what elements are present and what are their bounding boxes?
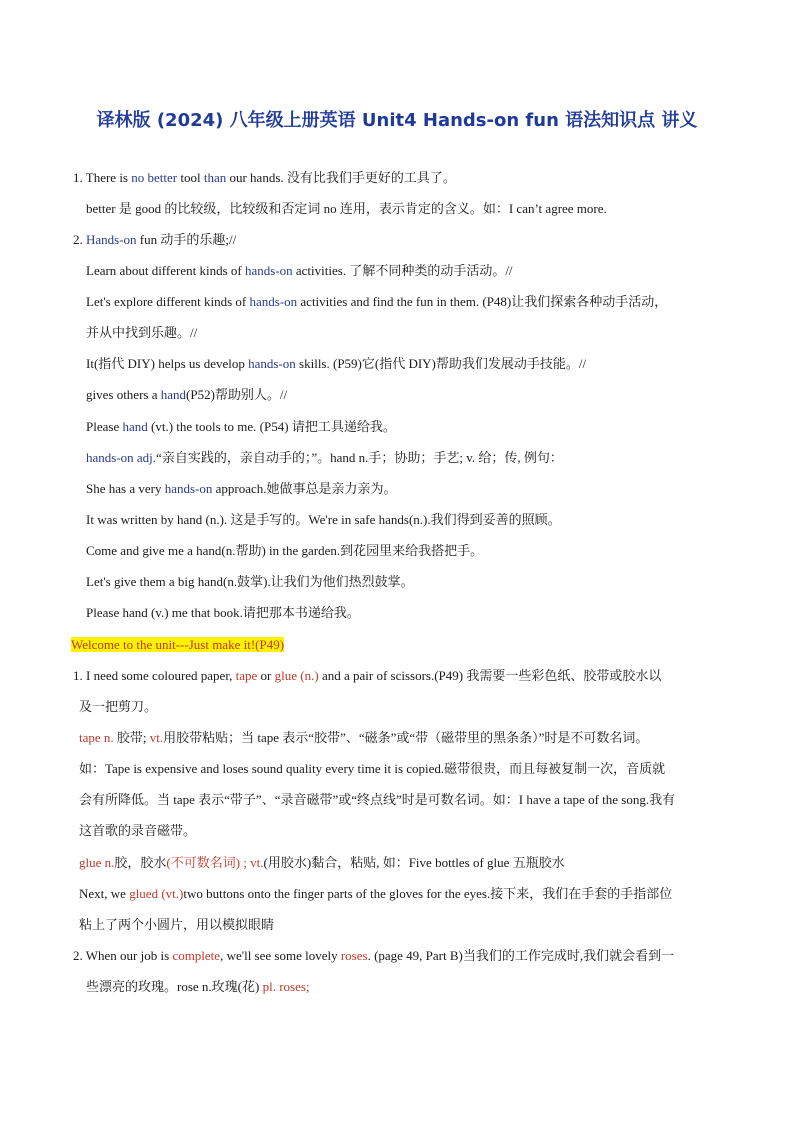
note-line-22 — [79, 854, 565, 872]
text: Let's explore different kinds of — [86, 294, 250, 309]
text: gives others a — [86, 387, 161, 402]
note-line-25 — [73, 947, 674, 965]
text: 1. I need some coloured paper, — [73, 668, 236, 683]
text: 1. There is — [73, 170, 132, 185]
section-heading — [71, 636, 284, 654]
text: 胶，胶水 — [114, 855, 167, 870]
key-phrase: hands-on — [248, 356, 296, 371]
note-line-11 — [86, 480, 397, 498]
text: Next, we — [79, 886, 130, 901]
text: She has a very — [86, 481, 165, 496]
note-line-15: Please hand (v.) me that book.请把那本书递给我。 — [86, 605, 360, 620]
note-line-1 — [73, 169, 456, 187]
text: Please — [86, 419, 123, 434]
text: Learn about different kinds of — [86, 263, 245, 278]
key-word: vt. — [149, 730, 164, 745]
text: 胶带; — [113, 730, 150, 745]
note-line-7 — [86, 355, 586, 373]
text: tool — [177, 170, 204, 185]
note-line-24: 粘上了两个小圆片，用以模拟眼睛 — [79, 917, 275, 932]
key-phrase: hand — [122, 419, 148, 434]
key-word: glue n. — [79, 855, 115, 870]
note-line-9 — [86, 418, 396, 436]
text: It(指代 DIY) helps us develop — [86, 356, 249, 371]
text: , we'll see some lovely — [220, 948, 341, 963]
key-word: (不可数名词) ; vt. — [166, 855, 264, 870]
page-title: 译林版 (2024) 八年级上册英语 Unit4 Hands-on fun 语法知识点 讲义 — [96, 110, 698, 131]
key-word: glue (n.) — [274, 668, 319, 683]
note-line-16 — [73, 667, 661, 685]
text: activities and find the fun in them. (P48)让我们探索各种动手活动， — [297, 294, 668, 309]
text: (P52)帮助别人。// — [186, 387, 288, 402]
key-word: roses — [340, 948, 368, 963]
note-line-8 — [86, 386, 287, 404]
text: and a pair of scissors.(P49) 我需要一些彩色纸、胶带或胶水以 — [318, 668, 662, 683]
key-word: glued (vt.) — [129, 886, 184, 901]
note-line-4 — [86, 262, 513, 280]
text: 2. — [73, 232, 86, 247]
note-line-2: better 是 good 的比较级，比较级和否定词 no 连用，表示肯定的含义。如：I can’t agree more. — [86, 201, 607, 216]
text: our hands. 没有比我们手更好的工具了。 — [226, 170, 456, 185]
note-line-10 — [86, 449, 563, 467]
text: (用胶水)黏合，粘贴, 如：Five bottles of glue 五瓶胶水 — [263, 855, 565, 870]
text: 用胶带粘贴；当 tape 表示“胶带”、“磁条”或“带（磁带里的黑条条）”时是不可数名词。 — [163, 730, 649, 745]
note-line-13: Come and give me a hand(n.帮助) in the garden.到花园里来给我搭把手。 — [86, 543, 484, 558]
note-line-3 — [73, 231, 236, 249]
key-phrase: hands-on — [249, 294, 298, 309]
note-line-26 — [86, 978, 310, 996]
note-line-14: Let's give them a big hand(n.鼓掌).让我们为他们热烈鼓掌。 — [86, 574, 414, 589]
key-phrase: hands-on — [164, 481, 213, 496]
text: . (page 49, Part B)当我们的工作完成时,我们就会看到一 — [367, 948, 675, 963]
text: skills. (P59)它(指代 DIY)帮助我们发展动手技能。// — [295, 356, 587, 371]
text: or — [257, 668, 275, 683]
note-line-17: 及一把剪刀。 — [79, 699, 158, 714]
note-line-5 — [86, 293, 667, 311]
text: 2. When our job is — [73, 948, 173, 963]
key-word: tape n. — [79, 730, 114, 745]
note-line-18 — [79, 729, 648, 747]
key-word: pl. roses; — [262, 979, 310, 994]
note-line-21: 这首歌的录音磁带。 — [79, 823, 197, 838]
key-phrase: no better — [131, 170, 178, 185]
key-word: tape — [235, 668, 258, 683]
key-phrase: than — [203, 170, 227, 185]
key-phrase: hands-on — [244, 263, 293, 278]
note-line-19: 如：Tape is expensive and loses sound quality every time it is copied.磁带很贵，而且每被复制一次，音质就 — [79, 761, 666, 776]
text: (vt.) the tools to me. (P54) 请把工具递给我。 — [147, 419, 396, 434]
text: fun 动手的乐趣;// — [136, 232, 237, 247]
note-line-23 — [79, 885, 672, 903]
note-line-20: 会有所降低。当 tape 表示“带子”、“录音磁带”或“终点线”时是可数名词。如：I have a tape of the song.我有 — [79, 792, 676, 807]
text: “亲自实践的，亲自动手的；”。hand n.手；协助；手艺; v. 给；传, 例句： — [156, 450, 563, 465]
key-word: complete — [172, 948, 221, 963]
text: activities. 了解不同种类的动手活动。// — [292, 263, 513, 278]
text: two buttons onto the finger parts of the gloves for the eyes.接下来，我们在手套的手指部位 — [183, 886, 673, 901]
key-phrase: hands-on adj. — [86, 450, 157, 465]
text: approach.她做事总是亲力亲为。 — [212, 481, 397, 496]
note-line-12: It was written by hand (n.). 这是手写的。We're in safe hands(n.).我们得到妥善的照顾。 — [86, 512, 561, 527]
text: 些漂亮的玫瑰。rose n.玫瑰(花) — [86, 979, 263, 994]
key-phrase: hand — [160, 387, 187, 402]
highlighted-heading: Welcome to the unit---Just make it!(P49) — [71, 637, 285, 652]
note-line-6: 并从中找到乐趣。// — [86, 325, 198, 340]
key-phrase: Hands-on — [86, 232, 137, 247]
